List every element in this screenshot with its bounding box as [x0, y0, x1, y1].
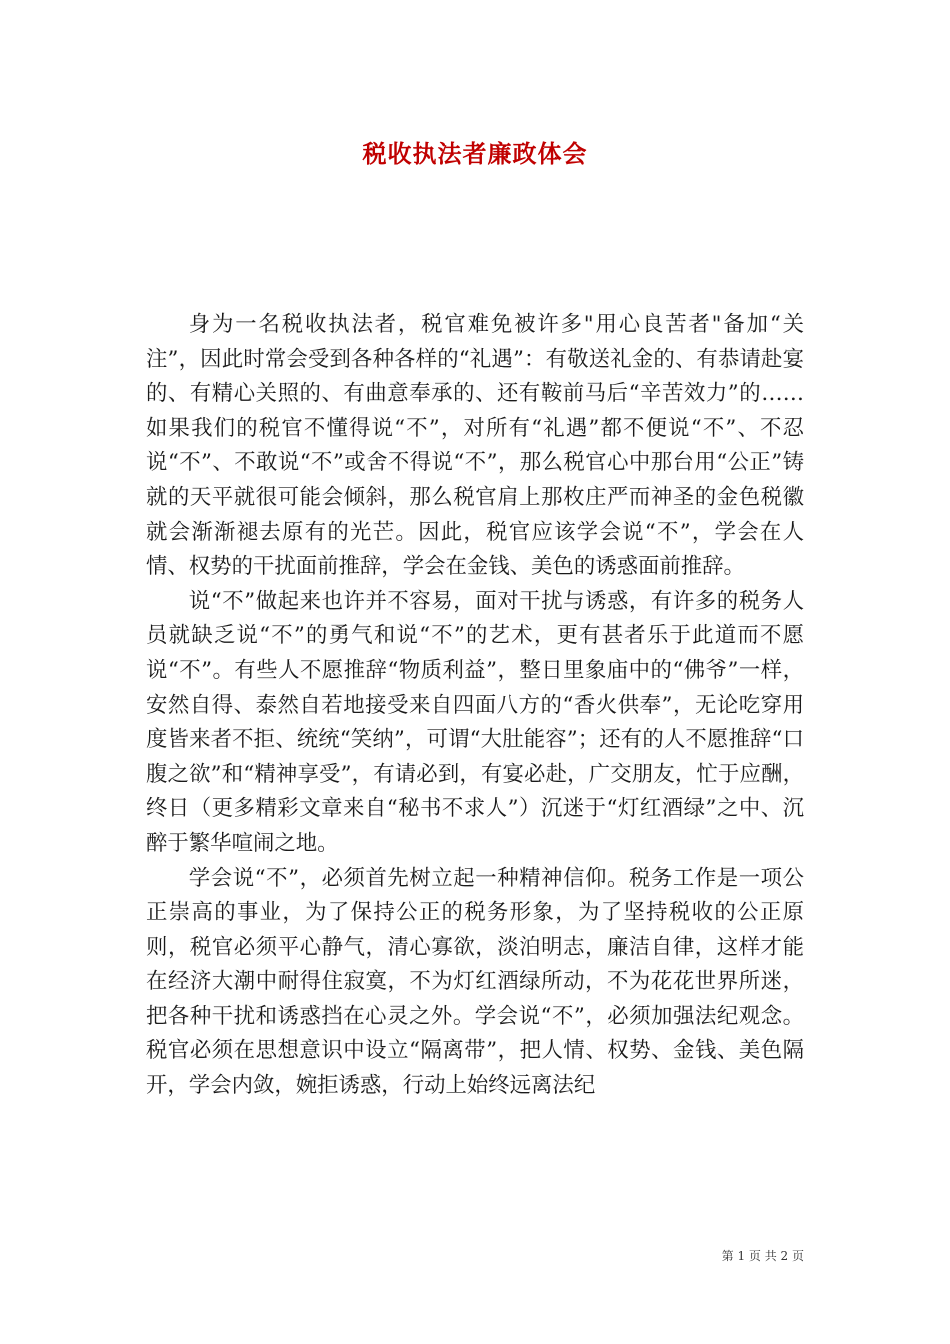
paragraph-2: 说“不”做起来也许并不容易，面对干扰与诱惑，有许多的税务人员就缺乏说“不”的勇气和说“不”的艺术，更有甚者乐于此道而不愿说“不”。有些人不愿推辞“物质利益”，整日里象庙中的“佛爷”一样，安然自得、泰然自若地接受来自四面八方的“香火供奉”，无论吃穿用度皆来者不拒、统统“笑纳”，可谓“大肚能容”；还有的人不愿推辞“口腹之欲”和“精神享受”，有请必到，有宴必赴，广交朋友，忙于应酬，终日（更多精彩文章来自“秘书不求人”）沉迷于“灯红酒绿”之中、沉醉于繁华喧闹之地。	[146, 588, 804, 856]
paragraph-1: 身为一名税收执法者，税官难免被许多"用心良苦者"备加“关注”，因此时常会受到各种各样的“礼遇”：有敬送礼金的、有恭请赴宴的、有精心关照的、有曲意奉承的、还有鞍前马后“辛苦效力”的……如果我们的税官不懂得说“不”，对所有“礼遇”都不便说“不”、不忍说“不”、不敢说“不”或舍不得说“不”，那么税官心中那台用“公正”铸就的天平就很可能会倾斜，那么税官肩上那枚庄严而神圣的金色税徽就会渐渐褪去原有的光芒。因此，税官应该学会说“不”，学会在人情、权势的干扰面前推辞，学会在金钱、美色的诱惑面前推辞。	[146, 312, 804, 580]
document-body	[146, 308, 804, 1104]
page-number-footer: 第 1 页 共 2 页	[721, 1249, 804, 1263]
document-title: 税收执法者廉政体会	[362, 139, 588, 168]
paragraph-3: 学会说“不”，必须首先树立起一种精神信仰。税务工作是一项公正崇高的事业，为了保持公正的税务形象，为了坚持税收的公正原则，税官必须平心静气，清心寡欲，淡泊明志，廉洁自律，这样才能在经济大潮中耐得住寂寞，不为灯红酒绿所动，不为花花世界所迷，把各种干扰和诱惑挡在心灵之外。学会说“不”，必须加强法纪观念。税官必须在思想意识中设立“隔离带”，把人情、权势、金钱、美色隔开，学会内敛，婉拒诱惑，行动上始终远离法纪	[146, 865, 804, 1099]
